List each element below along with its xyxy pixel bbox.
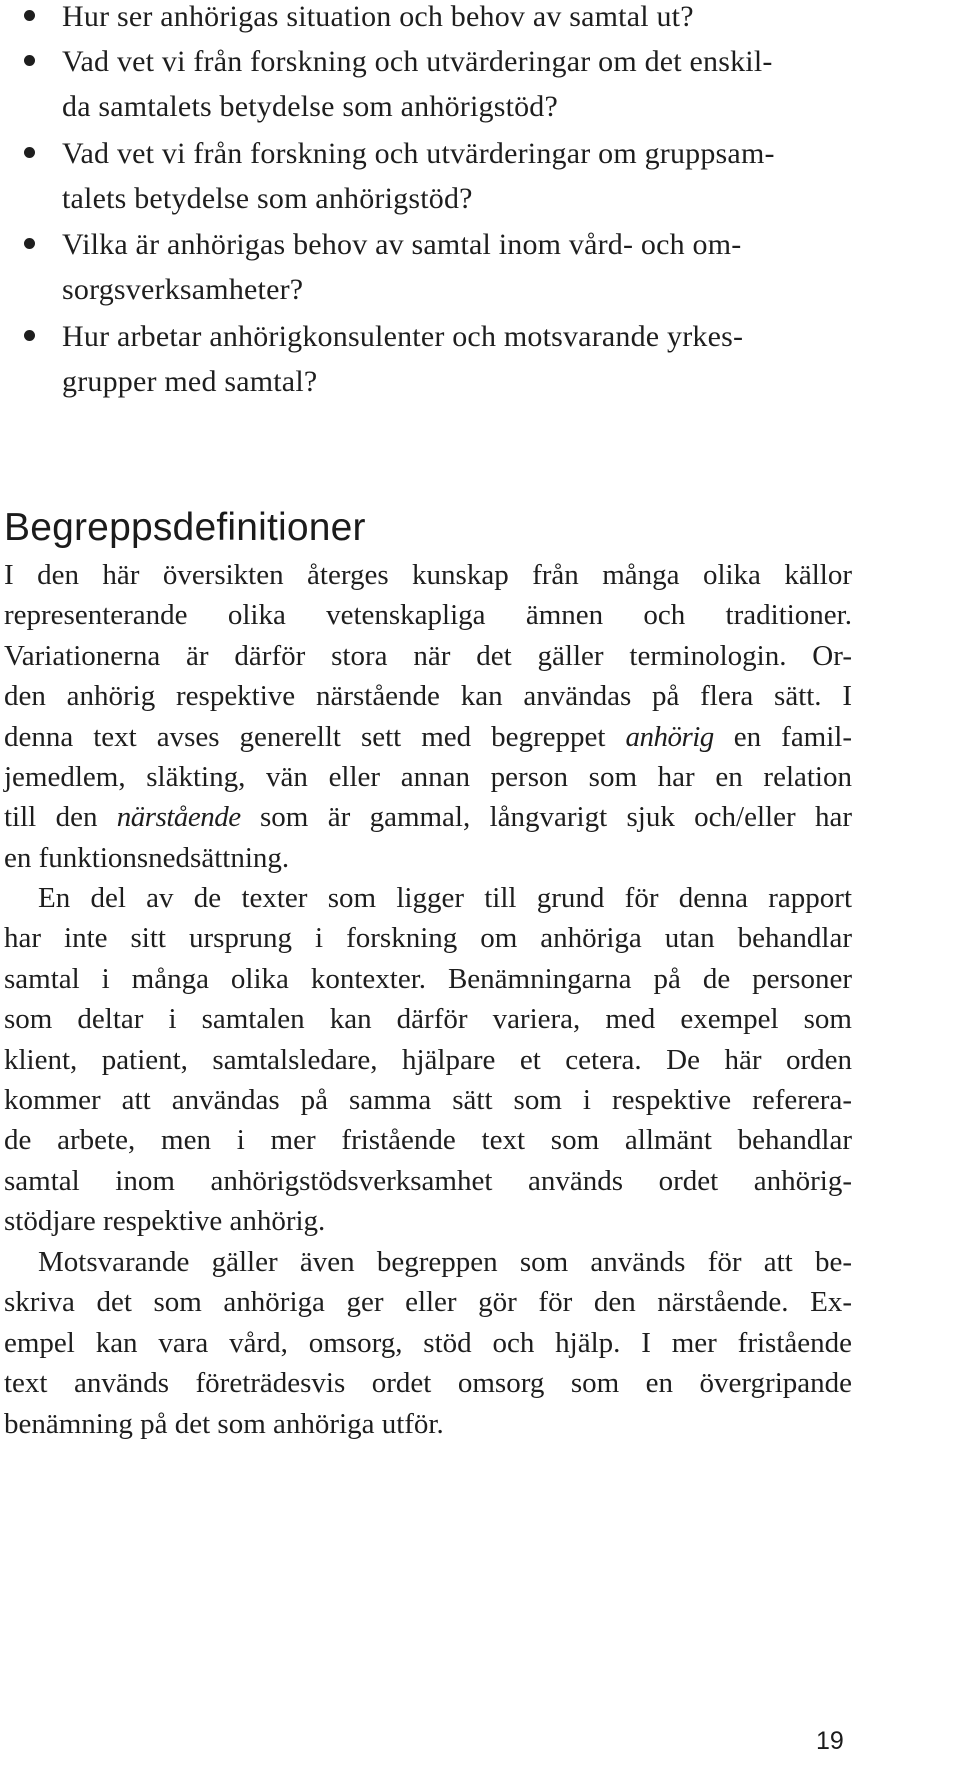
text-run: en famil- <box>733 720 853 753</box>
text-run: till den <box>4 801 98 834</box>
list-item <box>62 314 922 404</box>
list-item-text: talets betydelse som anhörigstöd? <box>62 182 473 215</box>
paragraph-line: har inte sitt ursprung i forskning om anhöriga utan behandlar <box>4 922 852 955</box>
paragraph-line: en funktionsnedsättning. <box>4 841 290 874</box>
list-item-text: Hur ser anhörigas situation och behov av samtal ut? <box>62 0 694 33</box>
bullet-icon <box>24 330 35 341</box>
bullet-icon <box>24 147 35 158</box>
list-item-text: da samtalets betydelse som anhörigstöd? <box>62 90 559 123</box>
list-item <box>62 131 922 221</box>
paragraph-line: benämning på det som anhöriga utför. <box>4 1407 444 1440</box>
page-number: 19 <box>816 1727 844 1755</box>
paragraph-line: empel kan vara vård, omsorg, stöd och hjälp. I mer fristående <box>4 1326 852 1359</box>
paragraph-line: den anhörig respektive närstående kan användas på flera sätt. I <box>4 680 852 713</box>
paragraph-line: Motsvarande gäller även begreppen som används för att be- <box>38 1246 852 1278</box>
paragraph-3 <box>4 1242 852 1444</box>
list-item <box>62 0 922 39</box>
paragraph-line: klient, patient, samtalsledare, hjälpare et cetera. De här orden <box>4 1043 852 1076</box>
term-anhorig: anhörig <box>625 720 714 753</box>
section-heading: Begreppsdefinitioner <box>4 506 366 549</box>
text-run: denna text avses generellt sett med begreppet <box>4 720 606 753</box>
list-item <box>62 39 922 129</box>
paragraph-line: jemedlem, släkting, vän eller annan person som har en relation <box>4 760 852 793</box>
paragraph-line: de arbete, men i mer fristående text som allmänt behandlar <box>4 1124 852 1157</box>
text-run: som är gammal, långvarigt sjuk och/eller har <box>260 801 852 834</box>
paragraph-line: Variationerna är därför stora när det gäller terminologin. Or- <box>4 639 852 672</box>
paragraph-line: skriva det som anhöriga ger eller gör för den närstående. Ex- <box>4 1286 852 1319</box>
paragraph-2 <box>4 878 852 1242</box>
paragraph-line <box>4 797 852 837</box>
paragraph-line: I den här översikten återges kunskap från många olika källor <box>4 559 852 591</box>
paragraph-line: text används företrädesvis ordet omsorg som en övergripande <box>4 1367 852 1400</box>
paragraph-1 <box>4 555 852 878</box>
list-item-text: Vad vet vi från forskning och utvärderingar om gruppsam- <box>62 137 775 170</box>
paragraph-line: stödjare respektive anhörig. <box>4 1205 326 1238</box>
bullet-icon <box>24 10 35 21</box>
bullet-icon <box>24 238 35 249</box>
list-item-text: Vilka är anhörigas behov av samtal inom vård- och om- <box>62 228 742 261</box>
list-item-text: grupper med samtal? <box>62 365 318 398</box>
paragraph-line: samtal inom anhörigstödsverksamhet används ordet anhörig- <box>4 1164 852 1197</box>
paragraph-line: som deltar i samtalen kan därför variera, med exempel som <box>4 1003 852 1036</box>
list-item-text: Vad vet vi från forskning och utvärderingar om det enskil- <box>62 45 773 78</box>
paragraph-line <box>4 717 852 757</box>
bullet-icon <box>24 55 35 66</box>
paragraph-line: samtal i många olika kontexter. Benämningarna på de personer <box>4 962 852 995</box>
term-narstaende: närstående <box>116 801 241 834</box>
list-item <box>62 222 922 312</box>
list-item-text: sorgsverksamheter? <box>62 273 304 306</box>
paragraph-line: representerande olika vetenskapliga ämnen och traditioner. <box>4 599 852 632</box>
paragraph-line: kommer att användas på samma sätt som i respektive referera- <box>4 1083 852 1116</box>
list-item-text: Hur arbetar anhörigkonsulenter och motsvarande yrkes- <box>62 320 744 353</box>
paragraph-line: En del av de texter som ligger till grund för denna rapport <box>38 882 852 914</box>
